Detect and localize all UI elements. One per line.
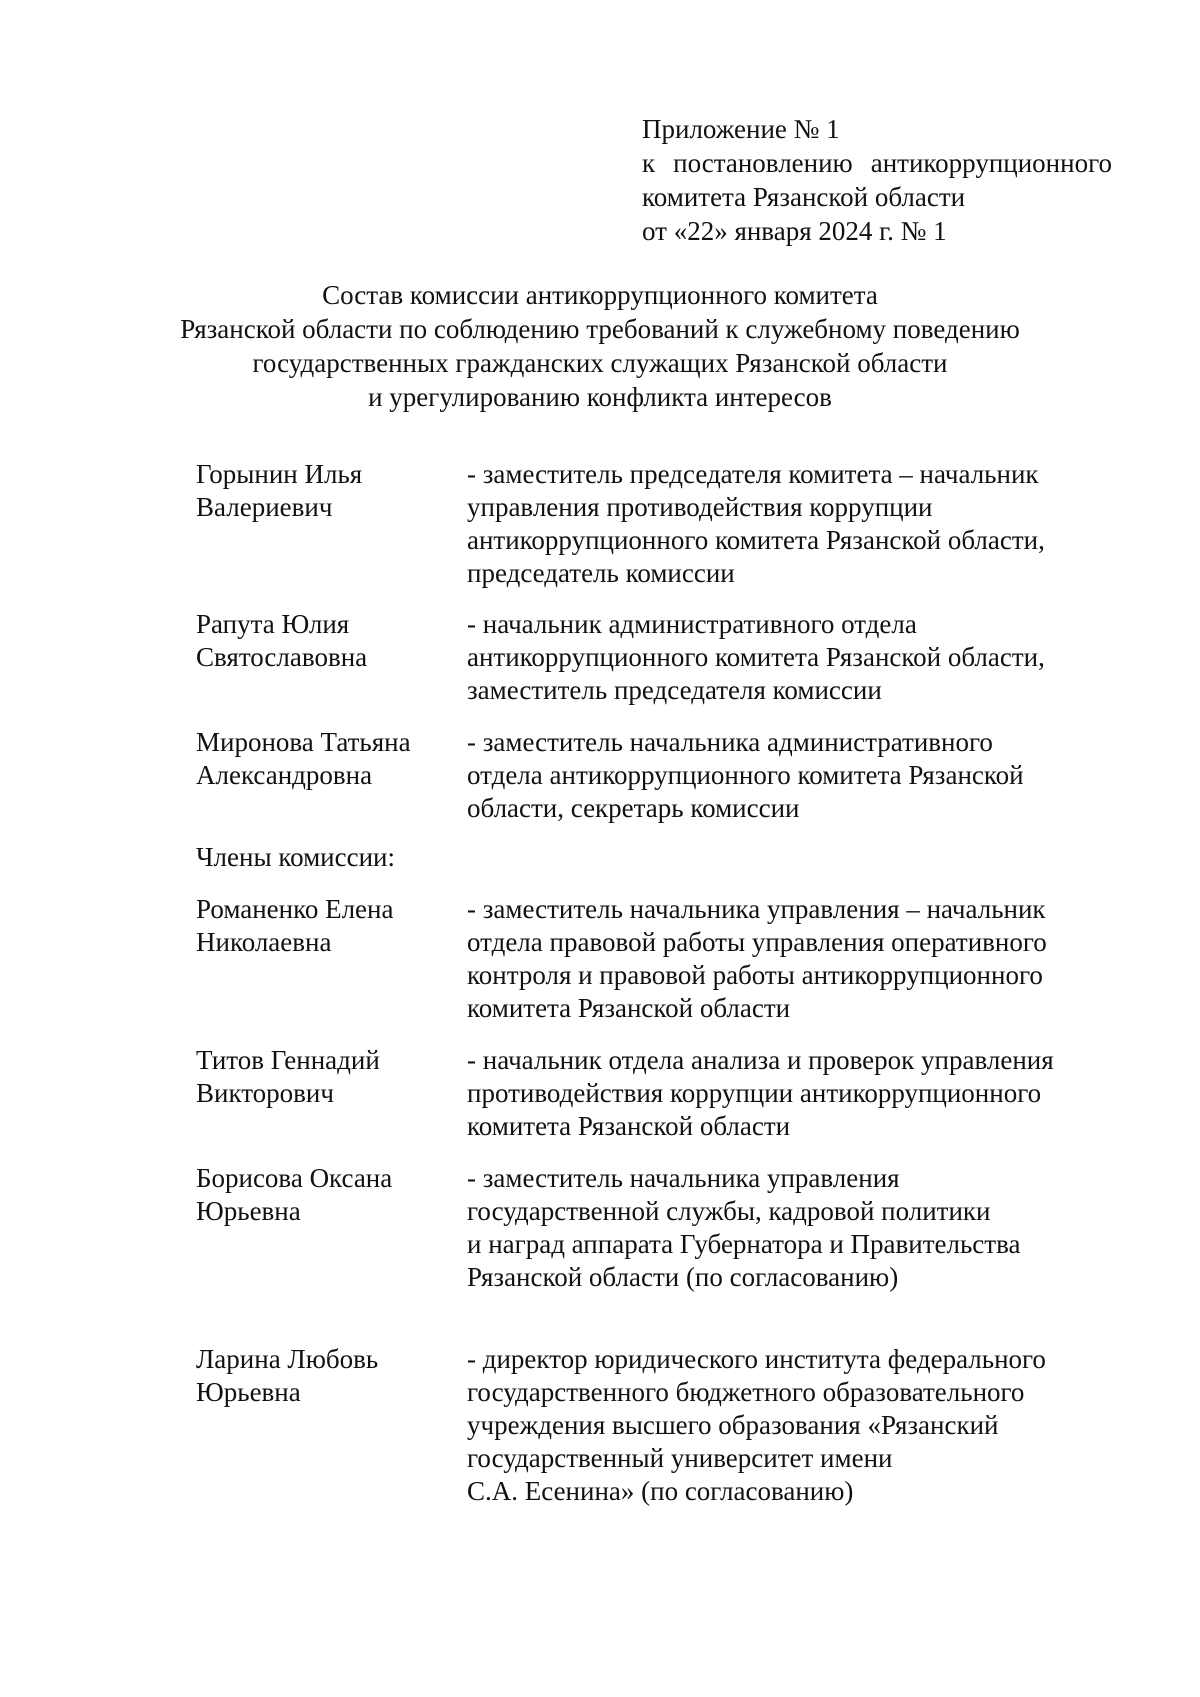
member-name-line: Рапута Юлия: [196, 609, 350, 639]
member-role-line: - заместитель председателя комитета – начальник: [467, 459, 1039, 489]
member-role-line: противодействия коррупции антикоррупционного: [467, 1078, 1042, 1108]
appendix-word: к: [642, 148, 656, 178]
member-role-line: - заместитель начальника управления – начальник: [467, 894, 1046, 924]
member-role-line: - начальник отдела анализа и проверок управления: [467, 1045, 1054, 1075]
member-role-line: и наград аппарата Губернатора и Правительства: [467, 1229, 1021, 1259]
member-role-line: контроля и правовой работы антикоррупционного: [467, 960, 1043, 990]
member-role: [467, 1162, 1127, 1294]
member-role: [467, 608, 1127, 707]
member-name-line: Николаевна: [196, 927, 332, 957]
member-role-line: государственного бюджетного образовательного: [467, 1377, 1025, 1407]
member-name-line: Горынин Илья: [196, 459, 363, 489]
member-role-line: - заместитель начальника управления: [467, 1163, 900, 1193]
title-line: Рязанской области по соблюдению требований к служебному поведению: [180, 314, 1020, 344]
member-name: [196, 726, 466, 792]
appendix-word: антикоррупционного: [870, 148, 1112, 178]
appendix-number: Приложение № 1: [642, 114, 840, 144]
appendix-header: [642, 112, 1162, 248]
member-name: [196, 1162, 466, 1228]
member-name: [196, 1044, 466, 1110]
member-name-line: Юрьевна: [196, 1377, 301, 1407]
member-name: [196, 608, 466, 674]
member-role-line: Рязанской области (по согласованию): [467, 1262, 899, 1292]
member-role-line: - директор юридического института федерального: [467, 1344, 1046, 1374]
member-role-line: комитета Рязанской области: [467, 993, 791, 1023]
member-role: [467, 893, 1127, 1025]
title-line: и урегулированию конфликта интересов: [368, 382, 832, 412]
member-role: [467, 458, 1127, 590]
member-role-line: отдела антикоррупционного комитета Рязанской: [467, 760, 1024, 790]
member-name-line: Миронова Татьяна: [196, 727, 411, 757]
member-name-line: Викторович: [196, 1078, 334, 1108]
member-role-line: комитета Рязанской области: [467, 1111, 791, 1141]
member-role-line: антикоррупционного комитета Рязанской области,: [467, 642, 1045, 672]
member-name: [196, 893, 466, 959]
member-role-line: государственный университет имени: [467, 1443, 893, 1473]
member-role-line: - начальник административного отдела: [467, 609, 917, 639]
member-role: [467, 1044, 1127, 1143]
member-role-line: управления противодействия коррупции: [467, 492, 933, 522]
member-role: [467, 726, 1127, 825]
appendix-reference-line: [642, 146, 1112, 180]
member-name: [196, 1343, 466, 1409]
document-title: [150, 278, 1050, 414]
appendix-word: постановлению: [673, 148, 853, 178]
member-name-line: Титов Геннадий: [196, 1045, 380, 1075]
member-role-line: отдела правовой работы управления оперативного: [467, 927, 1047, 957]
member-name-line: Борисова Оксана: [196, 1163, 393, 1193]
member-name-line: Романенко Елена: [196, 894, 394, 924]
member-name: [196, 458, 466, 524]
member-role-line: учреждения высшего образования «Рязанский: [467, 1410, 999, 1440]
appendix-date: от «22» января 2024 г. № 1: [642, 216, 947, 246]
member-role-line: заместитель председателя комиссии: [467, 675, 882, 705]
member-name-line: Юрьевна: [196, 1196, 301, 1226]
member-role-line: председатель комиссии: [467, 558, 735, 588]
member-role-line: антикоррупционного комитета Рязанской области,: [467, 525, 1045, 555]
appendix-committee: комитета Рязанской области: [642, 182, 966, 212]
title-line: государственных гражданских служащих Рязанской области: [252, 348, 948, 378]
member-name-line: Валериевич: [196, 492, 333, 522]
member-role-line: - заместитель начальника административного: [467, 727, 993, 757]
member-role: [467, 1343, 1127, 1508]
member-role-line: С.А. Есенина» (по согласованию): [467, 1476, 854, 1506]
member-role-line: государственной службы, кадровой политики: [467, 1196, 991, 1226]
title-line: Состав комиссии антикоррупционного комитета: [322, 280, 878, 310]
member-name-line: Ларина Любовь: [196, 1344, 379, 1374]
members-label: Члены комиссии:: [196, 842, 395, 872]
member-role-line: области, секретарь комиссии: [467, 793, 800, 823]
member-name-line: Александровна: [196, 760, 373, 790]
member-name-line: Святославовна: [196, 642, 368, 672]
